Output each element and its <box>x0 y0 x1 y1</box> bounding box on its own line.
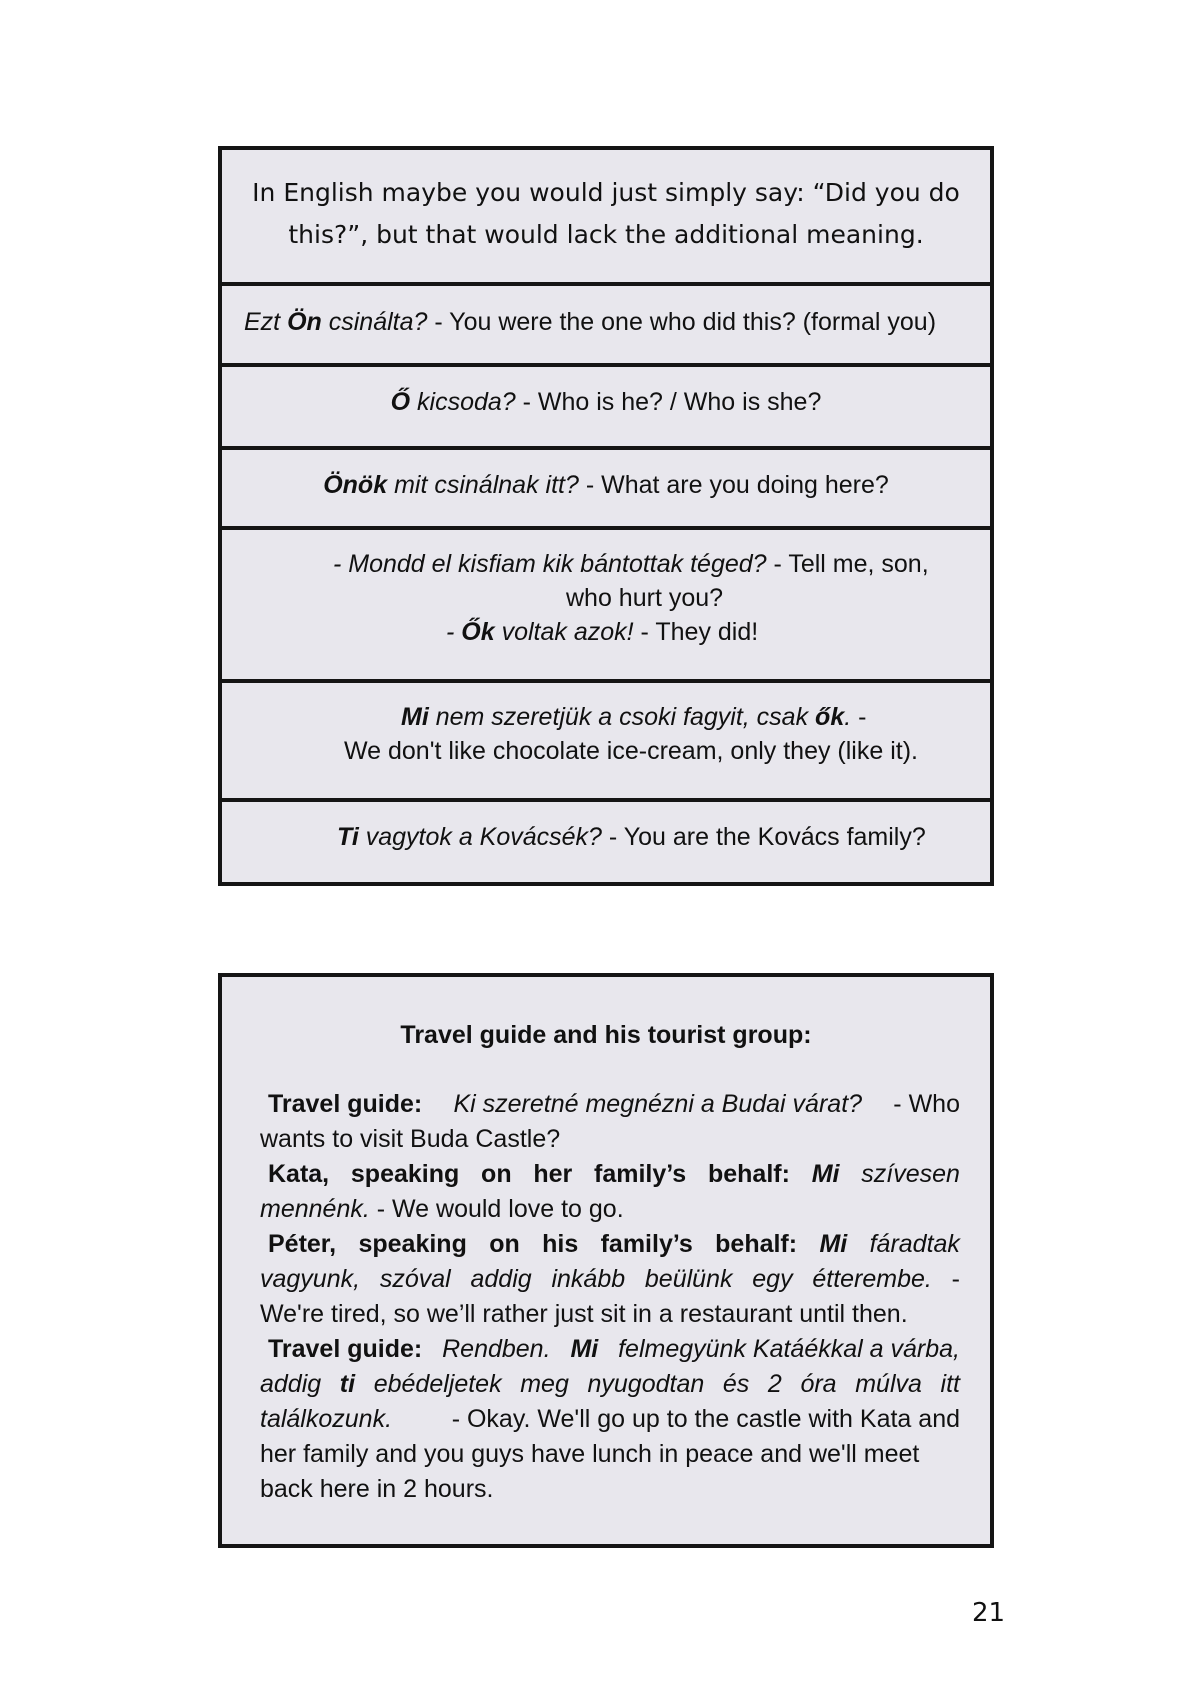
dialogue-segment: We're tired, so we’ll rather just sit in a restaurant until then. <box>260 1300 908 1328</box>
translation: - Who is he? / Who is she? <box>515 388 822 416</box>
dialogue-line <box>260 1402 960 1437</box>
dialogue-segment: wants to visit Buda Castle? <box>260 1125 561 1153</box>
speaker-label: Péter, <box>268 1230 337 1258</box>
dialogue-segment: egy <box>752 1265 793 1293</box>
dialogue-line <box>260 1227 960 1262</box>
example-text <box>333 547 929 581</box>
hungarian-text: nem szeretjük a csoki fagyit, csak <box>428 703 816 731</box>
dialogue-segment: szívesen <box>861 1160 960 1188</box>
hungarian-text: voltak azok! <box>494 618 634 646</box>
speaker-label: Travel guide: <box>268 1090 423 1118</box>
pronoun: Ti <box>337 823 359 851</box>
dialogue-segment: ebédeljetek <box>373 1370 502 1398</box>
dialogue-line <box>260 1157 960 1192</box>
dialogue-segment: múlva <box>855 1370 922 1398</box>
dialogue-segment: - <box>951 1265 960 1293</box>
translation: - You were the one who did this? (formal you) <box>427 308 937 336</box>
example-text: - Ők voltak azok! - They did! <box>446 618 759 646</box>
pronoun: Önök <box>323 471 388 499</box>
example-text: Mi nem szeretjük a csoki fagyit, csak ők. - <box>401 703 867 731</box>
translation: - Tell me, son, <box>766 550 929 578</box>
hungarian-text: vagytok a Kovácsék? <box>358 823 602 851</box>
dialogue-segment: addig <box>470 1265 532 1293</box>
dialogue-segment: szóval <box>379 1265 451 1293</box>
translation: - What are you doing here? <box>578 471 889 499</box>
dialogue-heading: Travel guide and his tourist group: <box>400 1021 812 1049</box>
dialogue-line <box>260 1472 960 1507</box>
dialogue-segment: Mi <box>819 1230 848 1258</box>
example-text <box>337 820 926 854</box>
dialogue-text <box>260 1087 960 1507</box>
dialogue-segment: back here in 2 hours. <box>260 1475 494 1503</box>
example-row <box>222 679 990 802</box>
dialogue-segment: étterembe. <box>812 1265 932 1293</box>
speaker-label: behalf: <box>715 1230 798 1258</box>
dialogue-segment: Ki szeretné megnézni a Budai várat? <box>453 1090 863 1118</box>
dialogue-line <box>260 1332 960 1367</box>
example-row <box>222 282 990 367</box>
speaker-label: family’s <box>600 1230 693 1258</box>
dialogue-segment: Mi <box>811 1160 840 1188</box>
speaker-label: Travel guide: <box>268 1335 423 1363</box>
dialogue-segment: meg <box>520 1370 569 1398</box>
dialogue-segment: - Who <box>893 1090 960 1118</box>
speaker-label: family’s <box>594 1160 687 1188</box>
pronoun: ők <box>815 703 845 731</box>
dialogue-line <box>260 1087 960 1122</box>
speaker-label: Kata, <box>268 1160 330 1188</box>
speaker-label: his <box>542 1230 579 1258</box>
dialogue-line <box>260 1367 960 1402</box>
dialogue-segment: itt <box>940 1370 960 1398</box>
hungarian-text: Ezt <box>244 308 288 336</box>
example-text: We don't like chocolate ice-cream, only they (like it). <box>344 737 918 765</box>
example-text <box>222 385 990 419</box>
speaker-label: on <box>481 1160 512 1188</box>
translation: - You are the Kovács family? <box>601 823 926 851</box>
dialogue-segment: Rendben. <box>442 1335 551 1363</box>
example-row <box>222 446 990 530</box>
example-text: who hurt you? <box>566 584 724 612</box>
pronoun: Ők <box>461 618 495 646</box>
dialogue-segment: addig <box>260 1370 322 1398</box>
page-number: 21 <box>972 1598 1006 1628</box>
intro-row <box>222 150 990 286</box>
translation: - They did! <box>633 618 759 646</box>
pronoun: Ő <box>390 388 411 416</box>
example-row <box>222 798 990 882</box>
dialogue-segment: felmegyünk Katáékkal a várba, <box>618 1335 960 1363</box>
dialogue-segment: 2 <box>767 1370 782 1398</box>
dialogue-segment: és <box>722 1370 750 1398</box>
hungarian-text: mit csinálnak itt? <box>387 471 579 499</box>
dialogue-line <box>260 1122 960 1157</box>
dialogue-segment: - Okay. We'll go up to the castle with Kata and <box>451 1405 960 1433</box>
dialogue-segment: mennénk. <box>260 1195 370 1223</box>
hungarian-text: csinálta? <box>321 308 428 336</box>
dialogue-segment: óra <box>800 1370 837 1398</box>
dialogue-segment: fáradtak <box>869 1230 960 1258</box>
dialogue-segment: vagyunk, <box>260 1265 361 1293</box>
dialogue-line <box>260 1262 960 1297</box>
example-row <box>222 526 990 683</box>
speaker-label: on <box>489 1230 520 1258</box>
dialogue-line <box>260 1192 960 1227</box>
dialogue-segment: inkább <box>551 1265 626 1293</box>
speaker-label: speaking <box>358 1230 467 1258</box>
pronoun: Mi <box>401 703 429 731</box>
example-text <box>222 468 990 502</box>
dialogue-segment: ti <box>339 1370 356 1398</box>
speaker-label: speaking <box>350 1160 460 1188</box>
hungarian-text: kicsoda? <box>410 388 516 416</box>
dialogue-segment: nyugodtan <box>587 1370 705 1398</box>
dialogue-segment: her family and you guys have lunch in peace and we'll meet <box>260 1440 920 1468</box>
pronoun-examples-table <box>218 146 994 886</box>
example-row <box>222 363 990 450</box>
intro-line: this?”, but that would lack the additional meaning. <box>288 220 924 249</box>
speaker-label: her <box>533 1160 573 1188</box>
speaker-label: behalf: <box>707 1160 790 1188</box>
dialogue-segment: - We would love to go. <box>376 1195 624 1223</box>
dialogue-box <box>218 973 994 1548</box>
pronoun: Ön <box>287 308 322 336</box>
example-text <box>244 305 936 339</box>
dialogue-segment: találkozunk. <box>260 1405 393 1433</box>
dialogue-line <box>260 1437 960 1472</box>
dialogue-segment: Mi <box>570 1335 599 1363</box>
intro-line: In English maybe you would just simply say: “Did you do <box>252 178 960 207</box>
hungarian-text: - Mondd el kisfiam kik bántottak téged? <box>333 550 767 578</box>
dialogue-line <box>260 1297 960 1332</box>
dialogue-segment: beülünk <box>644 1265 733 1293</box>
